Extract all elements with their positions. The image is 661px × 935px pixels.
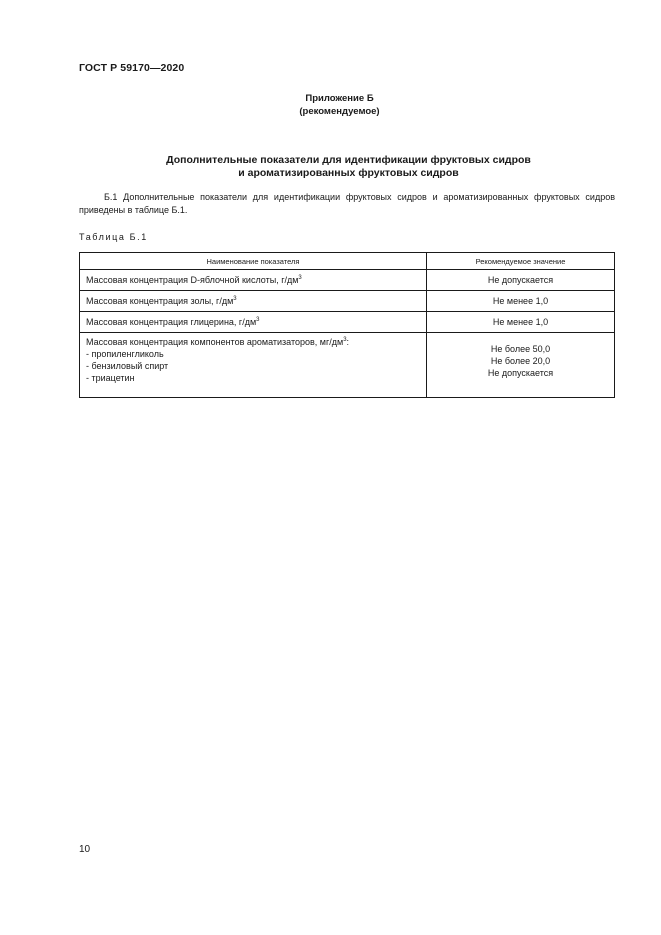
indicator-value-cell — [427, 333, 615, 398]
table-row — [80, 312, 615, 333]
unit-superscript: 3 — [233, 296, 237, 302]
indicator-name: Массовая концентрация компонентов ароматизаторов, мг/дм — [86, 337, 344, 347]
indicator-value: Не допускается — [427, 270, 615, 291]
table-row — [80, 333, 615, 398]
column-header-indicator: Наименование показателя — [80, 253, 427, 270]
sub-indicator-value: Не допускается — [487, 368, 554, 378]
document-code: ГОСТ Р 59170—2020 — [79, 62, 185, 74]
indicator-suffix: : — [346, 337, 350, 347]
page-number: 10 — [79, 844, 91, 855]
indicator-name-cell — [80, 270, 427, 291]
section-heading — [0, 154, 661, 180]
indicator-value: Не менее 1,0 — [427, 291, 615, 312]
sub-indicator-name: - триацетин — [86, 373, 135, 383]
body-paragraph: Б.1 Дополнительные показатели для идентификации фруктовых сидров и ароматизированных фруктовых сидров приведены в таблице Б.1. — [79, 192, 615, 215]
column-header-value: Рекомендуемое значение — [427, 253, 615, 270]
indicator-name-cell — [80, 333, 427, 398]
indicator-name-cell — [80, 291, 427, 312]
indicator-name: Массовая концентрация D-яблочной кислоты, г/дм — [86, 275, 299, 285]
appendix-title: Приложение Б — [305, 93, 374, 104]
unit-superscript: 3 — [298, 275, 302, 281]
sub-indicator-value: Не более 50,0 — [490, 344, 551, 354]
sub-indicator-name: - пропиленгликоль — [86, 349, 164, 359]
table-row — [80, 270, 615, 291]
heading-line-1: Дополнительные показатели для идентификации фруктовых сидров — [166, 154, 531, 166]
table-row — [80, 291, 615, 312]
table-header-row — [80, 253, 615, 270]
unit-superscript: 3 — [256, 317, 260, 323]
indicator-name-cell — [80, 312, 427, 333]
indicator-name: Массовая концентрация золы, г/дм — [86, 296, 234, 306]
indicator-value: Не менее 1,0 — [427, 312, 615, 333]
sub-indicator-value: Не более 20,0 — [490, 356, 551, 366]
appendix-subtitle: (рекомендуемое) — [299, 106, 380, 117]
unit-superscript: 3 — [343, 337, 347, 343]
indicators-table — [79, 252, 615, 398]
indicator-name: Массовая концентрация глицерина, г/дм — [86, 317, 257, 327]
sub-indicator-name: - бензиловый спирт — [86, 361, 169, 371]
heading-line-2: и ароматизированных фруктовых сидров — [238, 167, 459, 179]
indicator-group-name — [86, 336, 420, 348]
appendix-block — [0, 92, 661, 118]
table-caption: Таблица Б.1 — [79, 232, 148, 242]
